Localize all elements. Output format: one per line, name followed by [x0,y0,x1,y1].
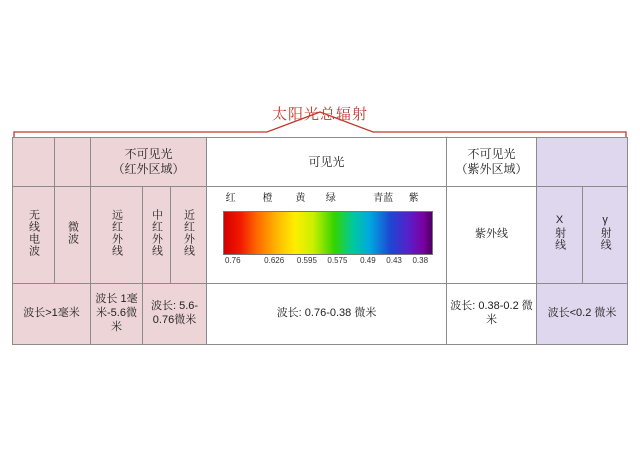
header-visible [207,138,447,187]
header-invisible-infrared-line2: （红外区域） [112,162,185,176]
header-visible-label: 可见光 [308,154,345,169]
cell-microwave [55,187,91,284]
cell-mid-infrared [143,187,171,284]
cell-xray-gamma-wavelength-label: 波长<0.2 微米 [547,307,617,320]
cell-far-infrared [91,187,143,284]
spectrum-label-yellow: 黄 [295,193,306,204]
spectrum-tick-0: 0.76 [224,256,241,265]
spectrum-color-labels [218,193,436,209]
header-blank-left [13,138,55,187]
cell-ultraviolet [447,187,537,284]
header-invisible-uv-line2: （紫外区域） [455,162,528,176]
table-wavelength-row [13,284,628,345]
header-invisible-uv-line1: 不可见光 [467,147,516,161]
cell-mid-infrared-label: 中红外线 [150,208,163,257]
spectrum-label-red: 红 [225,193,236,204]
spectrum-label-orange: 橙 [262,193,273,204]
cell-uv-wavelength [447,284,537,345]
cell-mid-near-infrared-wavelength-label: 波长: 5.6-0.76微米 [150,300,199,326]
cell-gamma-ray [583,187,628,284]
cell-visible-wavelength [207,284,447,345]
header-invisible-infrared [91,138,207,187]
cell-x-ray-label: X射线 [553,214,566,252]
cell-x-ray [537,187,583,284]
table-band-row [13,187,628,284]
cell-radio-wave [13,187,55,284]
cell-far-infrared-wavelength [91,284,143,345]
cell-mid-near-infrared-wavelength [143,284,207,345]
header-invisible-infrared-line1: 不可见光 [124,147,173,161]
spectrum-table [12,137,628,345]
header-invisible-uv [447,138,537,187]
cell-radio-microwave-wavelength [13,284,91,345]
cell-visible-wavelength-label: 波长: 0.76-0.38 微米 [276,307,377,320]
cell-radio-wave-label: 无线电波 [27,208,40,257]
spectrum-tick-2: 0.595 [296,256,317,265]
spectrum-graphic [218,192,436,278]
spectrum-tick-6: 0.38 [412,256,429,265]
spectrum-tick-labels [218,256,436,274]
spectrum-tick-4: 0.49 [360,256,376,265]
spectrum-color-bar [223,211,433,255]
table-header-row [13,138,628,187]
cell-visible-spectrum [207,187,447,284]
cell-gamma-ray-label: γ射线 [599,214,612,252]
spectrum-tick-1: 0.626 [264,256,285,265]
spectrum-label-green: 绿 [325,193,336,204]
page-title: 太阳光总辐射 [271,106,368,123]
header-blank-right [537,138,628,187]
cell-ultraviolet-label: 紫外线 [475,228,509,241]
cell-near-infrared-label: 近红外线 [182,208,195,257]
cell-radio-microwave-wavelength-label: 波长>1毫米 [23,307,80,320]
cell-far-infrared-label: 远红外线 [110,208,123,257]
cell-far-infrared-wavelength-label: 波长 1毫米-5.6微米 [95,293,138,333]
cell-microwave-label: 微波 [66,220,79,245]
header-blank-left2 [55,138,91,187]
spectrum-tick-3: 0.575 [327,256,348,265]
cell-uv-wavelength-label: 波长: 0.38-0.2 微米 [450,300,533,326]
cell-near-infrared [171,187,207,284]
spectrum-label-violet: 紫 [408,193,419,204]
spectrum-label-cyan-blue: 青蓝 [373,193,394,204]
spectrum-tick-5: 0.43 [386,256,402,265]
cell-xray-gamma-wavelength [537,284,628,345]
